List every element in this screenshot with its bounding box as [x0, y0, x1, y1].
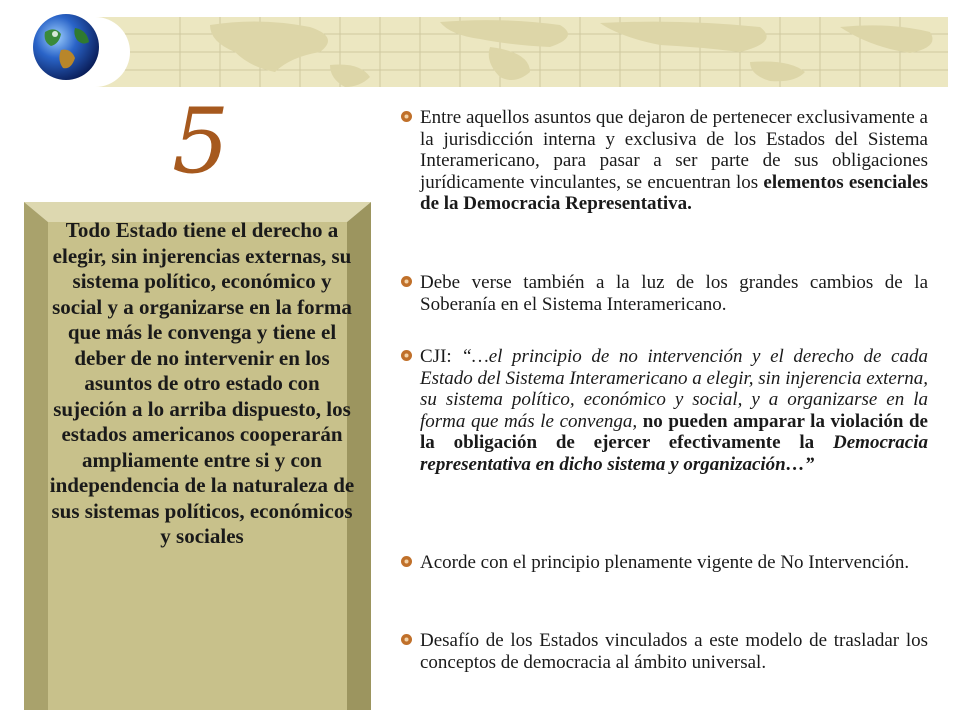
bullet-text: Acorde con el principio plenamente vigente de No Intervención. — [420, 552, 910, 573]
bullet-bold-text: no pueden amparar la violación de la obligación de ejercer efectivamente la — [420, 410, 928, 453]
bullet-italic-text: “…el principio de no intervención y el derecho de cada Estado del Sistema Interamericano a elegir, sin injerencia externa, su sistema político, económico y social, y a organizarse en la forma que más le convenga, — [420, 346, 928, 432]
bullet-icon — [400, 110, 413, 123]
bullet-item-5 — [420, 630, 928, 673]
header-map-banner — [60, 17, 948, 87]
bullet-bold-italic-text: Democracia representativa en dicho sistema y organización…” — [420, 432, 928, 475]
bullet-item-3 — [420, 346, 928, 475]
bullet-icon — [400, 275, 413, 288]
panel-quote-text: Todo Estado tiene el derecho a elegir, sin injerencias externas, su sistema político, económico y social y a organizarse en la forma que más le convenga y tiene el deber de no intervenir en los asuntos de otro estado con sujeción a lo arriba dispuesto, los estados americanos cooperarán ampliamente entre si y con independencia de la naturaleza de sus sistemas políticos, económicos y sociales — [49, 218, 355, 548]
bullet-text: Entre aquellos asuntos que dejaron de pertenecer exclusivamente a la jurisdicción interna y exclusiva de los Estados del Sistema Interamericano, para pasar a ser parte de sus obligaciones jurídicamente vinculantes, se encuentran los — [420, 107, 928, 193]
bullet-icon — [400, 555, 413, 568]
bullet-text: Debe verse también a la luz de los grandes cambios de la Soberanía en el Sistema Interamericano. — [420, 272, 928, 315]
globe-icon — [31, 12, 101, 82]
bullet-item-1 — [420, 107, 928, 215]
bullet-text: Desafío de los Estados vinculados a este modelo de trasladar los conceptos de democracia al ámbito universal. — [420, 630, 928, 673]
slide-number: 5 — [172, 89, 230, 194]
bullet-bold-text: elementos esenciales de la Democracia Representativa. — [420, 171, 928, 214]
bullet-icon — [400, 349, 413, 362]
bullet-item-2 — [420, 272, 928, 315]
bullet-item-4 — [420, 552, 928, 574]
bullet-icon — [400, 633, 413, 646]
world-map-graphic — [60, 17, 948, 87]
bullet-prefix: CJI: — [420, 346, 462, 367]
